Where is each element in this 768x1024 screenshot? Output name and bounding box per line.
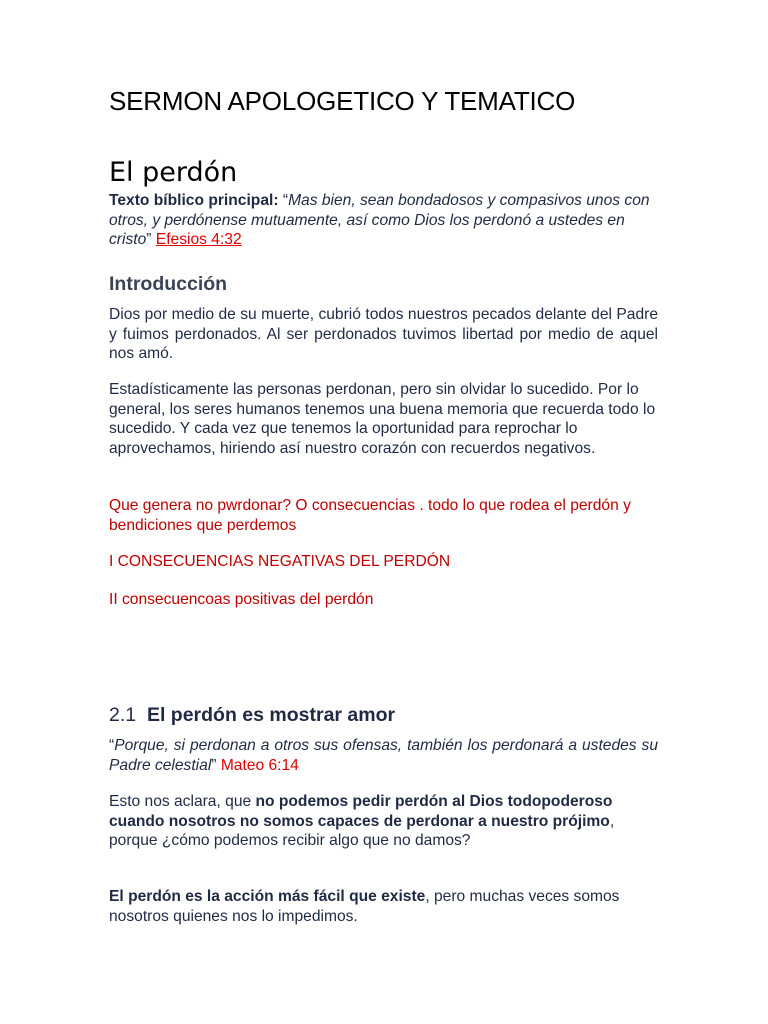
para1-start: Esto nos aclara, que <box>109 793 256 810</box>
section-2-1-quote <box>109 736 658 775</box>
section-2-1-paragraph-1 <box>109 792 658 851</box>
outline-point-1: I CONSECUENCIAS NEGATIVAS DEL PERDÓN <box>109 553 451 570</box>
outline-question: Que genera no pwrdonar? O consecuencias . todo lo que rodea el perdón y bendiciones que perdemos <box>109 497 631 534</box>
section-2-1-reference: Mateo 6:14 <box>220 756 299 774</box>
section-2-1-title: El perdón es mostrar amor <box>136 704 396 726</box>
main-text-label: Texto bíblico principal: <box>109 192 279 209</box>
section-2-1-number: 2.1 <box>109 704 137 726</box>
para2-end: , pero muchas veces somos nosotros quienes nos lo impedimos. <box>109 888 620 925</box>
section-2-1-paragraph-2 <box>109 887 658 926</box>
intro-paragraph-2: Estadísticamente las personas perdonan, pero sin olvidar lo sucedido. Por lo general, los seres humanos tenemos una buena memoria que recuerda todo lo sucedido. Y cada vez que tenemos la oportunidad para reprochar lo aprovechamos, hiriendo así nuestro corazón con recuerdos negativos. <box>109 381 656 457</box>
main-text-quote-close: ” <box>146 231 156 248</box>
intro-paragraph-1: Dios por medio de su muerte, cubrió todos nuestros pecados delante del Padre y fuimos perdonados. Al ser perdonados tuvimos libertad por medio de aquel nos amó. <box>109 306 658 362</box>
main-bible-text <box>109 191 658 250</box>
document-title: SERMON APOLOGETICO Y TEMATICO <box>109 86 576 116</box>
section-2-1-heading <box>109 704 395 727</box>
para1-end: , porque ¿cómo podemos recibir algo que no damos? <box>109 812 615 849</box>
main-text-quote-open: “ <box>278 192 289 209</box>
section-2-1-quote-open: “ <box>109 737 115 754</box>
main-text-reference-link[interactable]: Efesios 4:32 <box>155 231 242 248</box>
intro-heading: Introducción <box>109 273 228 295</box>
para1-bold: no podemos pedir perdón al Dios todopoderoso cuando nosotros no somos capaces de perdonar a nuestro prójimo <box>109 793 613 830</box>
section-2-1-quote-close: ” <box>211 756 221 774</box>
document-subtitle: El perdón <box>109 157 238 188</box>
main-text-quote: Mas bien, sean bondadosos y compasivos unos con otros, y perdónense mutuamente, así como Dios los perdonó a ustedes en cristo <box>109 192 650 248</box>
section-2-1-quote-text: Porque, si perdonan a otros sus ofensas, también los perdonará a ustedes su Padre celestial <box>109 737 658 774</box>
outline-point-2: II consecuencoas positivas del perdón <box>109 591 374 608</box>
para2-bold: El perdón es la acción más fácil que existe <box>109 888 426 905</box>
